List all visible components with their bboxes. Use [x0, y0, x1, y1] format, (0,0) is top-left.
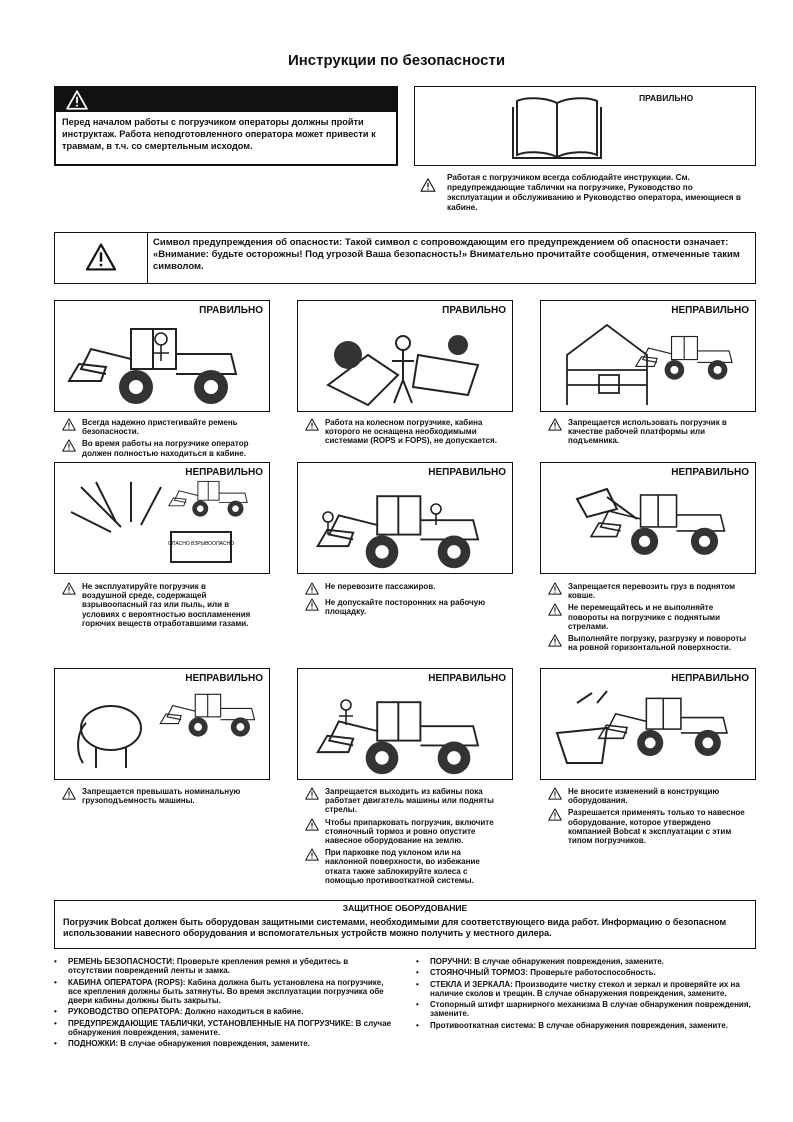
bullet: • [54, 1018, 57, 1028]
caption-text: Запрещается превышать номинальную грузоподъемность машины. [82, 787, 241, 806]
caption-text: Не вносите изменений в конструкцию оборудования. [568, 787, 720, 806]
caption-text: Не эксплуатируйте погрузчик в воздушной среде, содержащей взрывоопасный газ или пыль, или в условиях с вероятностью воспламенения горючих веществ отработавшими газами. [82, 582, 251, 628]
warning-triangle-icon [548, 603, 562, 616]
panel-seatbelt [54, 300, 270, 412]
list-item [416, 957, 756, 966]
warning-triangle-icon [305, 787, 319, 800]
explosive-sign-text: ОПАСНО ВЗРЫВООПАСНО [167, 541, 235, 547]
warning-triangle-icon [66, 90, 88, 110]
bullet: • [416, 957, 419, 966]
caption-text: Запрещается выходить из кабины пока работает двигатель машины или подняты стрелы. [325, 787, 494, 815]
warning-triangle-icon [305, 582, 319, 595]
manual-note: Работая с погрузчиком всегда соблюдайте инструкции. См. предупреждающие таблички на погрузчике, Руководство по эксплуатации и обслуживанию и Руководство оператора, имеющиеся в кабине. [447, 173, 741, 212]
list-item [416, 1000, 756, 1019]
list-item [416, 1021, 756, 1030]
manual-correct-label: ПРАВИЛЬНО [639, 93, 694, 103]
warning-triangle-icon [305, 818, 319, 831]
warning-triangle-icon [305, 848, 319, 861]
caption-text: Чтобы припарковать погрузчик, включите стояночный тормоз и ровно опустите навесное оборудование на землю. [325, 817, 494, 846]
bullet: • [416, 979, 419, 989]
list-item [54, 1019, 394, 1038]
loader-house-illustration [547, 315, 753, 411]
warning-triangle-icon [420, 178, 436, 192]
caption-text: При парковке под уклоном или на наклонной поверхности, во избежание отката также заблокируйте колеса с помощью противооткатной системы. [325, 848, 480, 885]
checklist-left [54, 957, 394, 1051]
protective-equipment-box [54, 900, 756, 949]
training-warning-box [54, 86, 398, 166]
list-item-text: СТЕКЛА И ЗЕРКАЛА: Производите чистку стекол и зеркал и проверяйте их на наличие сколов и трещин. В случае обнаружения повреждения, замените. [430, 979, 740, 998]
list-item [54, 978, 394, 1006]
list-item-text: КАБИНА ОПЕРАТОРА (ROPS): Кабина должна быть установлена на погрузчике, все крепления должны быть затянуты. Во время эксплуатации погрузчика обе двери кабины должны быть закрыты. [68, 977, 384, 1006]
explosion-illustration [61, 477, 265, 571]
caption-text: Не перевозите пассажиров. [325, 582, 436, 591]
list-item [54, 1039, 394, 1048]
panel-captions [62, 582, 278, 631]
manual-box [414, 86, 756, 166]
warning-triangle-icon [62, 787, 76, 800]
panel-label: НЕПРАВИЛЬНО [185, 467, 263, 478]
list-item [416, 968, 756, 977]
list-item [54, 1007, 394, 1016]
panel-label: НЕПРАВИЛЬНО [428, 467, 506, 478]
list-item [54, 957, 394, 976]
panel-label: НЕПРАВИЛЬНО [671, 467, 749, 478]
panel-captions [305, 582, 521, 619]
warning-triangle-icon [62, 439, 76, 452]
bullet: • [54, 1007, 57, 1017]
panel-captions [62, 418, 278, 461]
caption-text: Запрещается использовать погрузчик в качестве рабочей платформы или подъемника. [568, 418, 727, 446]
caption-text: Во время работы на погрузчике оператор должен полностью находиться в кабине. [82, 439, 249, 458]
caption-text: Разрешается применять только то навесное оборудование, которое утверждено компанией Bobcat к эксплуатации с этим типом погрузчиков. [568, 808, 745, 846]
list-item [416, 980, 756, 999]
open-book-icon [511, 95, 603, 159]
panel-modifications [540, 668, 756, 780]
panel-raised-bucket [540, 462, 756, 574]
panel-captions [305, 418, 521, 449]
list-item-text: Противооткатная система: В случае обнаружения повреждения, замените. [430, 1020, 728, 1030]
warning-triangle-icon [548, 808, 562, 821]
list-item-text: РЕМЕНЬ БЕЗОПАСНОСТИ: Проверьте крепления ремня и убедитесь в отсутствии повреждений ленты и замка. [68, 957, 349, 976]
panel-work-platform [540, 300, 756, 412]
caption-text: Не перемещайтесь и не выполняйте повороты на погрузчике с поднятыми стрелами. [568, 603, 721, 631]
warning-triangle-icon [548, 418, 562, 431]
list-item-text: Стопорный штифт шарнирного механизма В случае обнаружения повреждения, замените. [430, 1000, 751, 1019]
checklist-right [416, 957, 756, 1032]
alert-symbol-text: Символ предупреждения об опасности: Такой символ с сопровождающим его предупреждением об опасности означает: «Внимание: будьте осторожны! Под угрозой Ваша безопасность!» Внимательно прочитайте сообщения, отмеченные таким символом. [153, 237, 740, 272]
list-item-text: ПОРУЧНИ: В случае обнаружения повреждения, замените. [430, 957, 664, 966]
warning-triangle-icon [85, 243, 117, 271]
alert-symbol-box [54, 232, 756, 284]
bullet: • [54, 1039, 57, 1049]
caption-text: Выполняйте погрузку, разгрузку и повороты на ровной горизонтальной поверхности. [568, 634, 747, 653]
page-title: Инструкции по безопасности [287, 52, 506, 69]
protective-text: Погрузчик Bobcat должен быть оборудован защитными системами, необходимыми для соответствующего вида работ. Информацию о безопасном использовании навесного оборудования и вспомогательных устройств можно получить у местного дилера. [63, 917, 727, 938]
bullet: • [416, 1000, 419, 1010]
panel-captions [548, 418, 764, 449]
warning-triangle-icon [62, 582, 76, 595]
list-item-text: ПРЕДУПРЕЖДАЮЩИЕ ТАБЛИЧКИ, УСТАНОВЛЕННЫЕ НА ПОГРУЗЧИКЕ: В случае обнаружения повреждения, замените. [68, 1018, 392, 1038]
broken-cab-illustration [308, 315, 504, 411]
warning-triangle-icon [548, 582, 562, 595]
bullet: • [416, 1020, 419, 1030]
loader-modified-illustration [547, 683, 753, 779]
bullet: • [416, 968, 419, 978]
panel-captions [305, 787, 521, 888]
warning-triangle-icon [305, 418, 319, 431]
bullet: • [54, 957, 57, 966]
panel-label: ПРАВИЛЬНО [442, 305, 506, 316]
caption-text: Запрещается перевозить груз в поднятом ковше. [568, 582, 736, 601]
warning-header-bar [56, 88, 396, 112]
panel-explosive [54, 462, 270, 574]
loader-passengers-illustration [306, 477, 506, 573]
list-item-text: РУКОВОДСТВО ОПЕРАТОРА: Должно находиться в кабине. [68, 1007, 304, 1017]
elephant-loader-illustration [61, 683, 265, 777]
panel-captions [548, 787, 764, 848]
caption-text: Работа на колесном погрузчике, кабина которого не оснащена необходимыми системами (ROPS и FOPS), не допускается. [325, 418, 497, 446]
panel-label: НЕПРАВИЛЬНО [671, 673, 749, 684]
panel-label: НЕПРАВИЛЬНО [671, 305, 749, 316]
panel-label: ПРАВИЛЬНО [199, 305, 263, 316]
bullet: • [54, 977, 57, 987]
panel-captions [548, 582, 764, 655]
panel-passengers [297, 462, 513, 574]
protective-heading: ЗАЩИТНОЕ ОБОРУДОВАНИЕ [342, 903, 468, 913]
list-item-text: СТОЯНОЧНЫЙ ТОРМОЗ: Проверьте работоспособность. [430, 968, 656, 978]
list-item-text: ПОДНОЖКИ: В случае обнаружения повреждения, замените. [68, 1039, 310, 1049]
panel-captions [62, 787, 278, 808]
warning-triangle-icon [305, 598, 319, 611]
warning-triangle-icon [548, 787, 562, 800]
panel-leaving-cab [297, 668, 513, 780]
caption-text: Не допускайте посторонних на рабочую площадку. [325, 598, 486, 617]
training-warning-text: Перед началом работы с погрузчиком операторы должны пройти инструктаж. Работа неподготовленного оператора может привести к травмам, в т.ч. со смертельным исходом. [62, 117, 376, 151]
panel-rops-fops [297, 300, 513, 412]
warning-triangle-icon [62, 418, 76, 431]
caption-text: Всегда надежно пристегивайте ремень безопасности. [82, 418, 238, 437]
loader-illustration [61, 309, 261, 409]
loader-operator-exit-illustration [306, 683, 506, 779]
panel-label: НЕПРАВИЛЬНО [428, 673, 506, 684]
warning-triangle-icon [548, 634, 562, 647]
panel-label: НЕПРАВИЛЬНО [185, 673, 263, 684]
alert-symbol-cell [55, 233, 148, 283]
loader-raised-bucket-illustration [547, 479, 753, 573]
panel-overload [54, 668, 270, 780]
